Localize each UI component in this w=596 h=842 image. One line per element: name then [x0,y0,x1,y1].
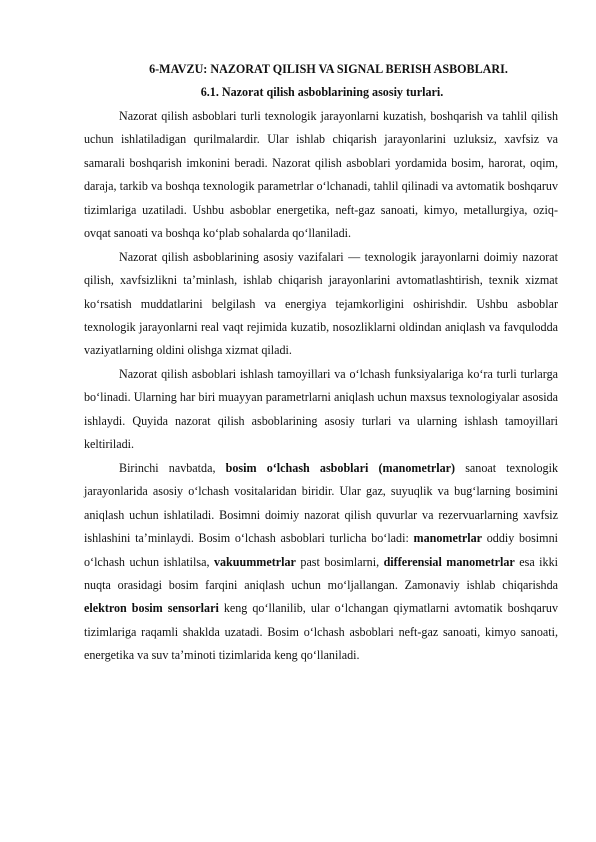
bold-term-vacuummeters: vakuummetrlar [213,554,296,569]
bold-term-electronic-sensors: elektron bosim sensorlari [84,601,219,616]
text-run: esa ikki nuqta orasidagi bosim farqini aniqlash uchun mo‘ljallangan. Zamonaviy ishlab chiqarishda [84,554,558,592]
page-title: 6-MAVZU: NAZORAT QILISH VA SIGNAL BERISH ASBOBLARI. [149,62,508,76]
paragraph-intro: Nazorat qilish asboblari turli texnologik jarayonlarni kuzatish, boshqarish va tahlil qilish uchun ishlatiladigan qurilmalardir. Ular ishlab chiqarish jarayonlarini uzluksiz, xavfsiz va samarali boshqarish imkonini beradi. Nazorat qilish asboblari yordamida bosim, harorat, oqim, daraja, tarkib va boshqa texnologik parametrlar o‘lchanadi, tahlil qilinadi va avtomatik boshqaruv tizimlariga uzatiladi. Ushbu asboblar energetika, neft-gaz sanoati, kimyo, metallurgiya, oziq-ovqat sanoati va boshqa ko‘plab sohalarda qo‘llaniladi. [84,108,558,241]
paragraph-functions: Nazorat qilish asboblarining asosiy vazifalari — texnologik jarayonlarni doimiy nazorat qilish, xavfsizlikni ta’minlash, ishlab chiqarish jarayonlarini avtomatlashtirish, texnik xizmat ko‘rsatish muddatlarini belgilash va energiya tejamkorligini oshirishdir. Ushbu asboblar texnologik jarayonlarni real vaqt rejimida kuzatib, nosozliklarni oldindan aniqlash va favqulodda vaziyatlarning oldini olishga xizmat qiladi. [84,249,558,358]
text-run: oddiy bosimni o‘lchash uchun ishlatilsa, [84,531,558,569]
paragraph-manometers [84,457,558,668]
document-page [84,58,558,668]
section-heading: 6.1. Nazorat qilish asboblarining asosiy turlari. [200,85,444,100]
text-run: past bosimlarni, [295,554,384,569]
bold-term-manometers: manometrlar [413,531,483,546]
paragraph-types: Nazorat qilish asboblari ishlash tamoyillari va o‘lchash funksiyalariga ko‘ra turli turlarga bo‘linadi. Ularning har biri muayyan parametrlarni aniqlash uchun maxsus texnologiyalar asosida ishlaydi. Quyida nazorat qilish asboblarining asosiy turlari va ularning ishlash tamoyillari keltiriladi. [84,366,558,452]
text-run: Birinchi navbatda, [119,460,226,475]
bold-term-pressure-instruments: bosim o‘lchash asboblari (manometrlar) [225,460,456,475]
text-run: sanoat texnologik jarayonlarida asosiy o‘lchash vositalaridan biridir. Ular gaz, suyuqlik va bug‘larning bosimini aniqlash uchun ishlatiladi. Bosimni doimiy nazorat qilish quvurlar va rezervuarlarning xavfsiz ishlashini ta’minlaydi. Bosim o‘lchash asboblari turlicha bo‘ladi: [84,460,558,546]
text-run: keng qo‘llanilib, ular o‘lchangan qiymatlarni avtomatik boshqaruv tizimlariga raqamli shaklda uzatadi. Bosim o‘lchash asboblari neft-gaz sanoati, kimyo sanoati, energetika va suv ta’minoti tizimlarida keng qo‘llaniladi. [84,601,558,663]
bold-term-differential-manometers: differensial manometrlar [383,554,515,569]
